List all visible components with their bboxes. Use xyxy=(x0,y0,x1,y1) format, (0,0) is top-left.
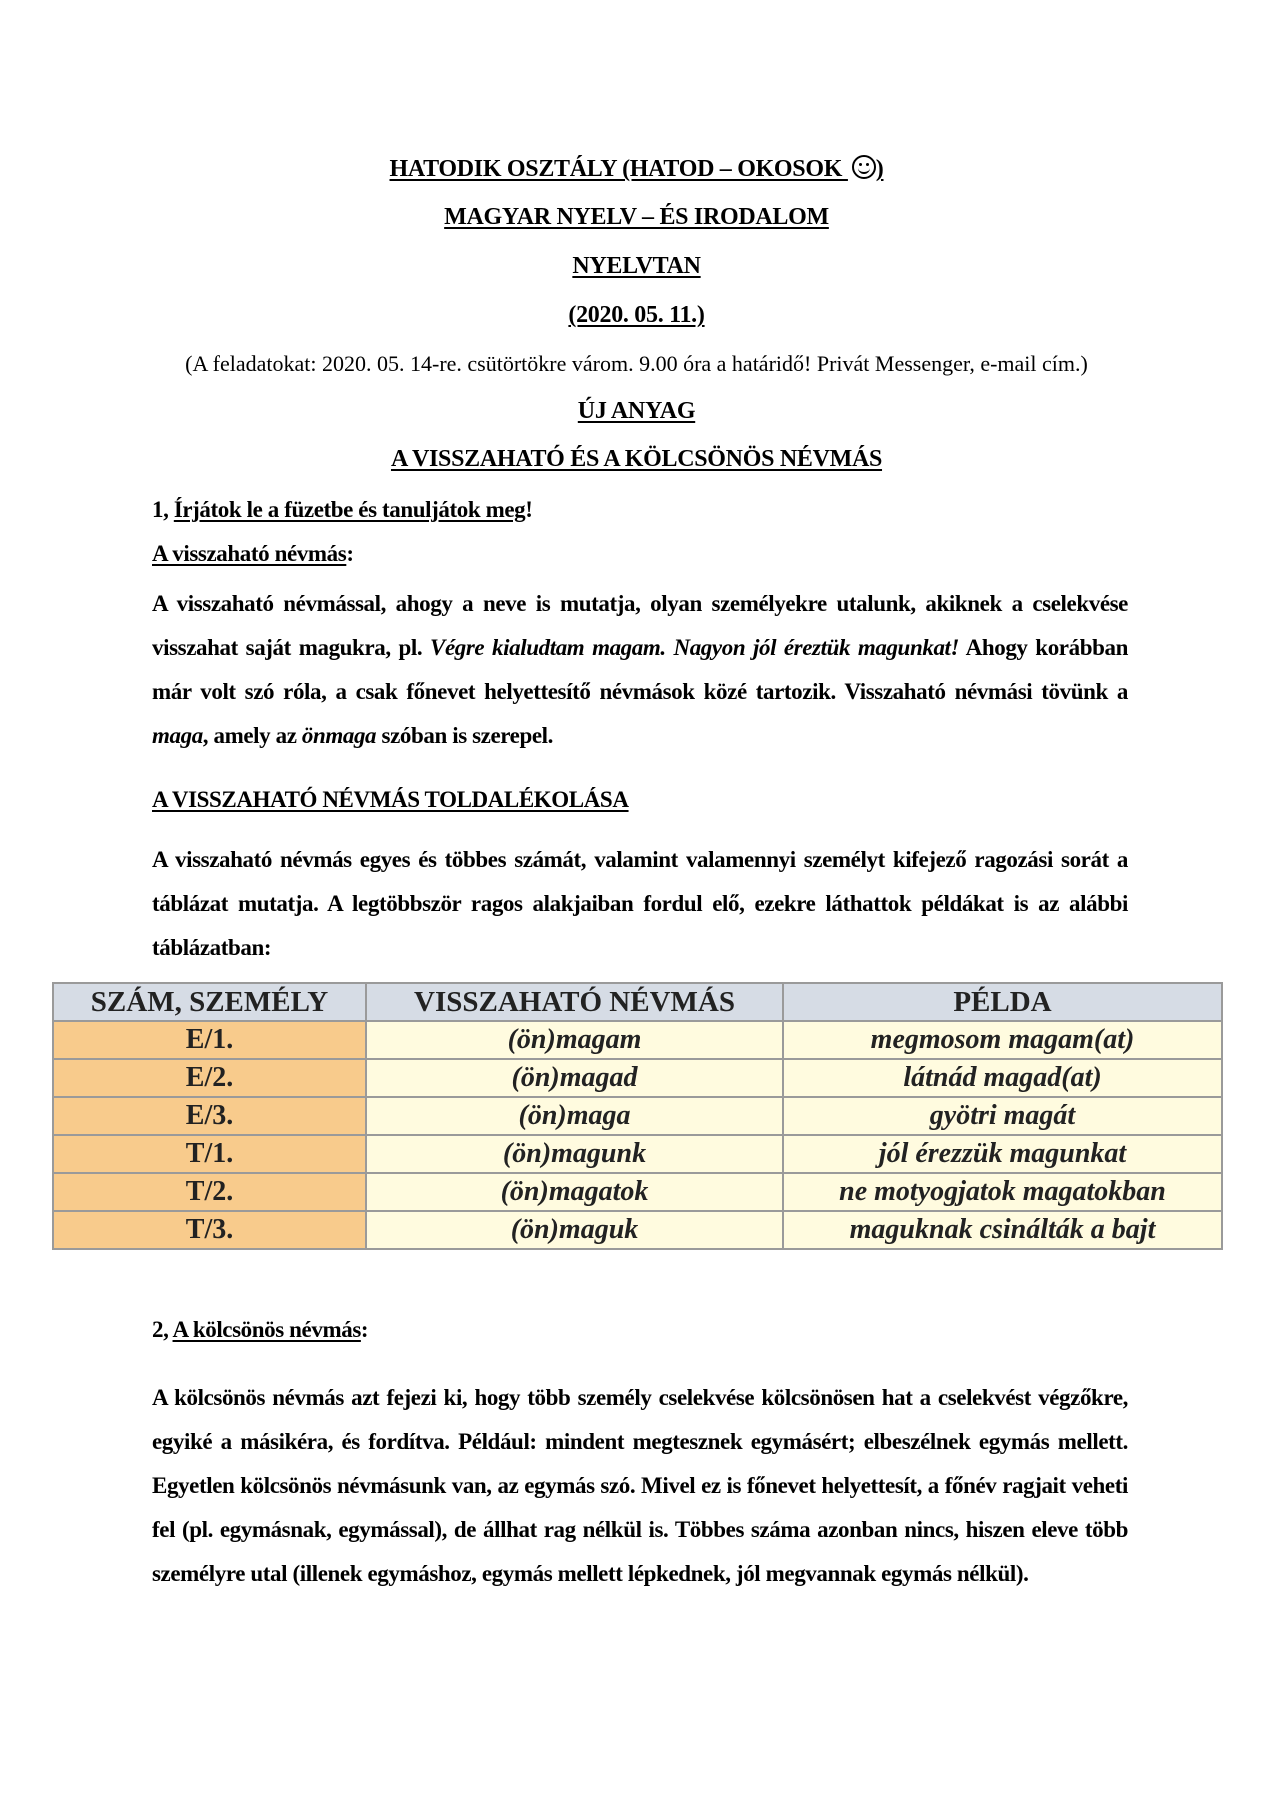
column-header-number-person: SZÁM, SZEMÉLY xyxy=(53,983,366,1021)
column-header-example: PÉLDA xyxy=(783,983,1222,1021)
subject-title-text: MAGYAR NYELV – ÉS IRODALOM xyxy=(444,204,829,230)
paragraph-example: maga xyxy=(152,723,203,748)
person-cell: E/2. xyxy=(53,1059,366,1097)
paragraph-example: Végre kialudtam magam. Nagyon jól éreztük magunkat! xyxy=(430,635,960,660)
pronoun-cell: (ön)magatok xyxy=(366,1173,783,1211)
subject-title xyxy=(0,204,1273,231)
pronoun-cell: (ön)magunk xyxy=(366,1135,783,1173)
title-line-1-text: HATODIK OSZTÁLY (HATOD – OKOSOK xyxy=(389,156,848,182)
topic-area-text: NYELVTAN xyxy=(572,253,701,279)
new-material-heading xyxy=(0,398,1273,425)
pronoun-cell: (ön)maga xyxy=(366,1097,783,1135)
task-2-heading-end: : xyxy=(360,1317,369,1342)
topic-heading-text: A VISSZAHATÓ ÉS A KÖLCSÖNÖS NÉVMÁS xyxy=(390,446,883,472)
topic-heading xyxy=(0,446,1273,473)
task-2-number: 2, xyxy=(152,1317,173,1342)
table-row xyxy=(53,1135,1222,1173)
example-cell: gyötri magát xyxy=(783,1097,1222,1135)
example-cell: látnád magad(at) xyxy=(783,1059,1222,1097)
person-cell: T/2. xyxy=(53,1173,366,1211)
task-1-number: 1, xyxy=(152,497,174,522)
pronoun-cell: (ön)magam xyxy=(366,1021,783,1059)
table-row xyxy=(53,1097,1222,1135)
task-1-instruction xyxy=(152,488,1128,532)
pronoun-cell: (ön)magad xyxy=(366,1059,783,1097)
topic-area-title xyxy=(0,253,1273,280)
task-1-instruction-end: ! xyxy=(525,497,533,522)
paragraph-text: Ahogy korábban már volt szó róla, a csak főnevet helyettesítő névmások közé tartozik. Visszaható névmási tövünk a xyxy=(152,635,1128,704)
deadline-note: (A feladatokat: 2020. 05. 14-re. csütörtökre várom. 9.00 óra a határidő! Privát Messenger, e-mail cím.) xyxy=(185,351,1088,376)
paragraph-text: A visszaható névmással, ahogy a neve is mutatja, olyan személyekre utalunk, akiknek a cselekvése visszahat saját magukra, pl. xyxy=(152,591,1128,660)
example-cell: ne motyogjatok magatokban xyxy=(783,1173,1222,1211)
inflection-heading xyxy=(152,778,1128,822)
lesson-date-text: (2020. 05. 11.) xyxy=(568,302,705,328)
new-material-text: ÚJ ANYAG xyxy=(577,398,696,424)
person-cell: T/3. xyxy=(53,1211,366,1249)
person-cell: E/1. xyxy=(53,1021,366,1059)
reciprocal-pronoun-paragraph: A kölcsönös névmás azt fejezi ki, hogy több személy cselekvése kölcsönösen hat a cselekvést végzőkre, egyiké a másikéra, és fordítva. Például: mindent megtesznek egymásért; elbeszélnek egymás mellett. Egyetlen kölcsönös névmásunk van, az egymás szó. Mivel ez is főnevet helyettesít, a főnév ragjait veheti fel (pl. egymásnak, egymással), de állhat rag nélkül is. Többes száma azonban nincs, hiszen eleve több személyre utal (illenek egymáshoz, egymás mellett lépkednek, jól megvannak egymás nélkül). xyxy=(152,1385,1128,1586)
smiley-face-icon xyxy=(852,155,876,179)
inflection-heading-text: A VISSZAHATÓ NÉVMÁS TOLDALÉKOLÁSA xyxy=(152,787,629,812)
table-header-row xyxy=(53,983,1222,1021)
reflexive-subheading-text: A visszaható névmás xyxy=(152,541,347,566)
pronoun-cell: (ön)maguk xyxy=(366,1211,783,1249)
task-1-instruction-text: Írjátok le a füzetbe és tanuljátok meg xyxy=(173,497,526,522)
reflexive-pronoun-subheading xyxy=(152,532,1128,576)
task-2-heading xyxy=(152,1308,1128,1352)
paragraph-text: , amely az xyxy=(202,723,302,748)
inflection-paragraph: A visszaható névmás egyes és többes számát, valamint valamennyi személyt kifejező ragozási sorát a táblázat mutatja. A legtöbbször ragos alakjaiban fordul elő, ezekre láthattok példákat is az alábbi táblázatban: xyxy=(152,847,1128,960)
table-row xyxy=(53,1021,1222,1059)
table-row xyxy=(53,1173,1222,1211)
table-row xyxy=(53,1059,1222,1097)
reflexive-pronoun-table xyxy=(52,982,1223,1250)
table-row xyxy=(53,1211,1222,1249)
example-cell: maguknak csinálták a bajt xyxy=(783,1211,1222,1249)
paragraph-text: szóban is szerepel. xyxy=(376,723,554,748)
example-cell: jól érezzük magunkat xyxy=(783,1135,1222,1173)
lesson-date xyxy=(0,302,1273,329)
reflexive-subheading-end: : xyxy=(346,541,354,566)
example-cell: megmosom magam(at) xyxy=(783,1021,1222,1059)
task-2-heading-text: A kölcsönös névmás xyxy=(172,1317,361,1342)
column-header-reflexive-pronoun: VISSZAHATÓ NÉVMÁS xyxy=(366,983,783,1021)
paragraph-example: önmaga xyxy=(301,723,377,748)
title-line-1-close: ) xyxy=(875,156,884,182)
person-cell: T/1. xyxy=(53,1135,366,1173)
title-line-1 xyxy=(390,156,884,182)
document-title xyxy=(0,155,1273,183)
person-cell: E/3. xyxy=(53,1097,366,1135)
reflexive-pronoun-paragraph xyxy=(152,582,1128,758)
